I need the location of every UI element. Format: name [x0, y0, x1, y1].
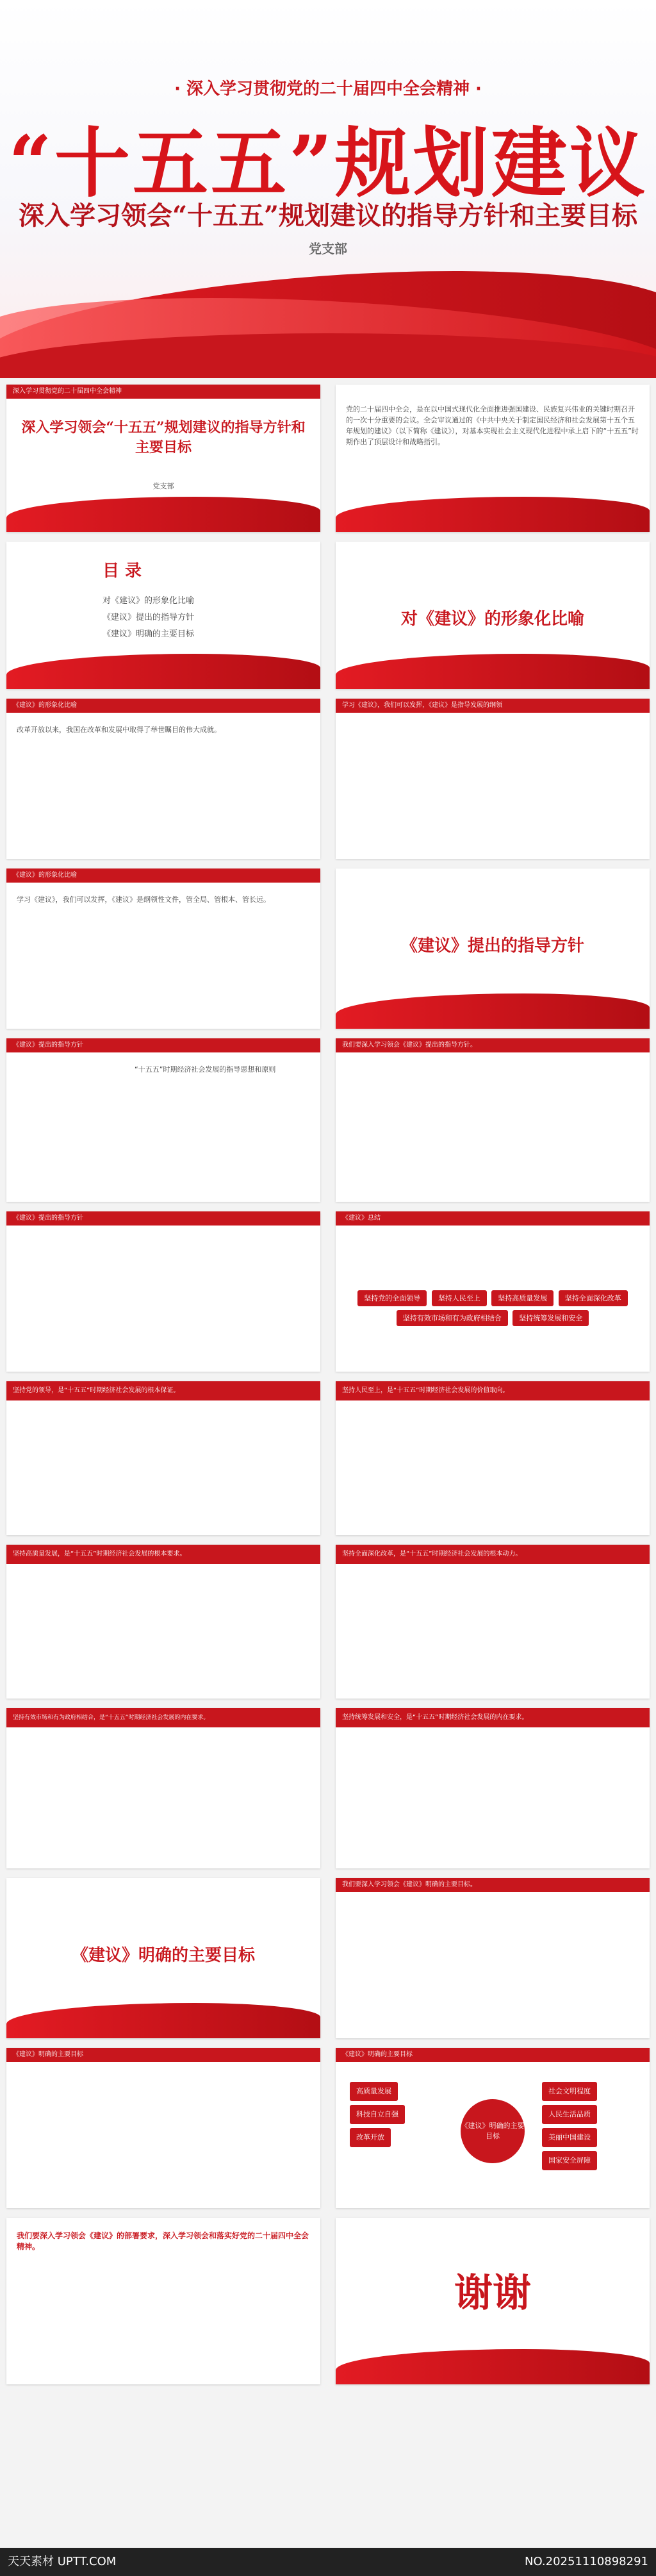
hero-dept: 党支部 [309, 241, 347, 256]
goal-item: 人民生活品质 [542, 2105, 597, 2124]
thanks-title: 谢谢 [454, 2271, 531, 2316]
slide-content [6, 1381, 320, 1535]
section-title: 《建议》明确的主要目标 [71, 1946, 255, 1965]
slide-section-2 [336, 868, 650, 1029]
goal-item: 高质量发展 [350, 2082, 398, 2101]
slide-header: 坚持高质量发展，是“十五五”时期经济社会发展的根本要求。 [6, 1545, 320, 1564]
slide-content [6, 1211, 320, 1372]
red-wave [336, 993, 650, 1029]
slide-content [336, 1038, 650, 1202]
slide-content [336, 1381, 650, 1535]
watermark-footer [0, 2548, 656, 2576]
slide-content [6, 2218, 320, 2384]
principle-pill: 坚持有效市场和有为政府相结合 [397, 1310, 508, 1326]
principle-pill: 坚持统筹发展和安全 [512, 1310, 589, 1326]
red-wave [336, 497, 650, 532]
slide-header: 《建议》的形象化比喻 [6, 868, 320, 883]
goal-item: 科技自立自强 [350, 2105, 405, 2124]
slide-dept: 党支部 [152, 482, 174, 490]
hero-banner [0, 0, 656, 378]
toc-item[interactable]: 对《建议》的形象化比喻 [102, 596, 195, 606]
section-title: 《建议》提出的指导方针 [400, 936, 584, 956]
principle-pill: 坚持人民至上 [432, 1290, 487, 1306]
slide-content [6, 1038, 320, 1202]
goal-item: 国家安全屏障 [542, 2151, 597, 2170]
footer-right: NO.20251110898291 [525, 2555, 648, 2568]
goal-item: 美丽中国建设 [542, 2128, 597, 2147]
slide-title: 深入学习领会“十五五”规划建议的指导方针和主要目标 [21, 419, 306, 456]
slide-header: 《建议》明确的主要目标 [336, 2048, 650, 2062]
red-wave [336, 2349, 650, 2384]
section-title: 对《建议》的形象化比喻 [400, 610, 584, 629]
slide-header: 《建议》提出的指导方针 [6, 1038, 320, 1052]
red-wave [6, 497, 320, 532]
slide-content [6, 1545, 320, 1699]
slide-section-1 [336, 542, 650, 689]
slide-header: 坚持统筹发展和安全，是“十五五”时期经济社会发展的内在要求。 [336, 1708, 650, 1727]
slide-text: 党的二十届四中全会，是在以中国式现代化全面推进强国建设、民族复兴伟业的关键时期召开的一次十分重要的会议。全会审议通过的《中共中央关于制定国民经济和社会发展第十五个五年规划的建议》（以下简称《建议》），对基本实现社会主义现代化进程中承上启下的“十五五”时期作出了顶层设计和战略指引。 [346, 405, 639, 446]
red-wave [6, 654, 320, 689]
goals-center: 《建议》明确的主要目标 [461, 2099, 525, 2163]
slide-header: 学习《建议》，我们可以发挥，《建议》是指导发展的纲领 [336, 699, 650, 713]
footer-left: 天天素材 UPTT.COM [8, 2555, 117, 2568]
slide-text: 我们要深入学习领会《建议》的部署要求，深入学习领会和落实好党的二十届四中全会精神。 [17, 2231, 309, 2251]
hero-kicker: · 深入学习贯彻党的二十届四中全会精神 · [174, 79, 482, 99]
slide-header: 《建议》的形象化比喻 [6, 699, 320, 713]
slide-content [6, 699, 320, 859]
slide-content [6, 1708, 320, 1868]
slide-cover [6, 385, 320, 532]
slide-content [336, 1708, 650, 1868]
slide-content [6, 2048, 320, 2208]
slide-thanks [336, 2218, 650, 2384]
slide-content [336, 699, 650, 859]
slide-header: 坚持人民至上，是“十五五”时期经济社会发展的价值取向。 [336, 1381, 650, 1400]
principle-pill: 坚持全面深化改革 [559, 1290, 628, 1306]
slide-header: 《建议》总结 [336, 1211, 650, 1226]
slide-content [336, 1545, 650, 1699]
slide-toc [6, 542, 320, 689]
toc-item[interactable]: 《建议》提出的指导方针 [102, 613, 195, 622]
slide-text: “十五五”时期经济社会发展的指导思想和原则 [135, 1065, 276, 1074]
slide-section-3 [6, 1878, 320, 2038]
slide-text: 学习《建议》，我们可以发挥，《建议》是纲领性文件，管全局、管根本、管长远。 [17, 895, 270, 904]
hero-title: “十五五”规划建议 [8, 119, 648, 208]
slide-content [6, 868, 320, 1029]
slide-goals-diagram [336, 2048, 650, 2208]
toc-item[interactable]: 《建议》明确的主要目标 [102, 629, 195, 639]
slide-header: 我们要深入学习领会《建议》明确的主要目标。 [336, 1878, 650, 1892]
toc-title: 目 录 [102, 561, 142, 581]
red-wave [336, 654, 650, 689]
slide-content [336, 1211, 650, 1372]
slide-header: 《建议》提出的指导方针 [6, 1211, 320, 1226]
goal-item: 社会文明程度 [542, 2082, 597, 2101]
slide-header: 《建议》明确的主要目标 [6, 2048, 320, 2062]
slide-header: 坚持有效市场和有为政府相结合，是“十五五”时期经济社会发展的内在要求。 [6, 1708, 320, 1727]
principle-pill: 坚持高质量发展 [491, 1290, 554, 1306]
slide-content [336, 1878, 650, 2038]
slide-header: 深入学习贯彻党的二十届四中全会精神 [6, 385, 320, 399]
red-wave [6, 2003, 320, 2038]
hero-subtitle: 深入学习领会“十五五”规划建议的指导方针和主要目标 [18, 201, 637, 231]
slide-header: 我们要深入学习领会《建议》提出的指导方针。 [336, 1038, 650, 1052]
principle-pill: 坚持党的全面领导 [357, 1290, 427, 1306]
slide-header: 坚持全面深化改革，是“十五五”时期经济社会发展的根本动力。 [336, 1545, 650, 1564]
slide-header: 坚持党的领导，是“十五五”时期经济社会发展的根本保证。 [6, 1381, 320, 1400]
slide-text: 改革开放以来，我国在改革和发展中取得了举世瞩目的伟大成就。 [17, 726, 221, 734]
slide-intro [336, 385, 650, 532]
goal-item: 改革开放 [350, 2128, 391, 2147]
